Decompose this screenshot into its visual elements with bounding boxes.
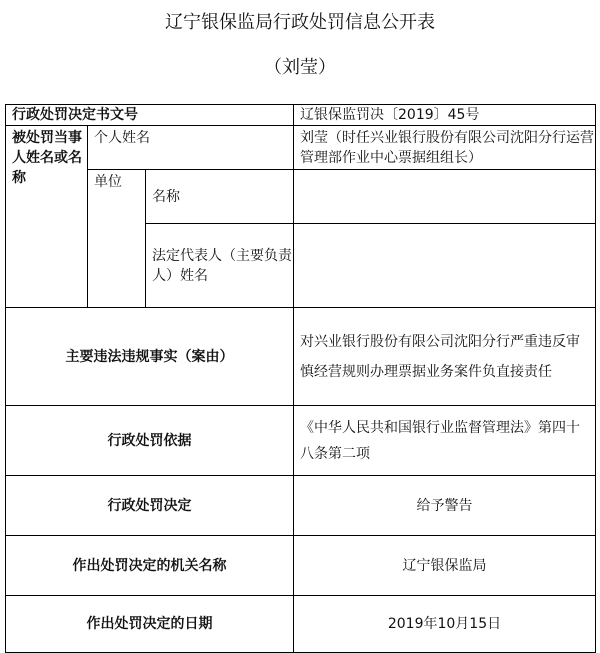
violation-value: 对兴业银行股份有限公司沈阳分行严重违反审慎经营规则办理票据业务案件负直接责任 [294,308,596,406]
legal-rep-value [294,224,596,308]
date-value: 2019年10月15日 [294,596,596,653]
party-label: 被处罚当事人姓名或名称 [6,126,88,308]
authority-value: 辽宁银保监局 [294,536,596,596]
penalty-info-table [5,104,596,653]
basis-label: 行政处罚依据 [6,406,294,476]
decision-value: 给予警告 [294,476,596,536]
unit-name-label: 名称 [146,170,294,224]
authority-label: 作出处罚决定的机关名称 [6,536,294,596]
individual-name-label: 个人姓名 [88,126,294,170]
individual-name-value: 刘莹（时任兴业银行股份有限公司沈阳分行运营管理部作业中心票据组组长） [294,126,596,170]
decision-label: 行政处罚决定 [6,476,294,536]
document-subtitle: （刘莹） [264,57,336,78]
document-title: 辽宁银保监局行政处罚信息公开表 [165,12,435,33]
legal-rep-label: 法定代表人（主要负责人）姓名 [146,224,294,308]
violation-label: 主要违法违规事实（案由） [6,308,294,406]
doc-number-value: 辽银保监罚决〔2019〕45号 [294,105,596,126]
unit-label: 单位 [88,170,146,308]
basis-value: 《中华人民共和国银行业监督管理法》第四十八条第二项 [294,406,596,476]
doc-number-label: 行政处罚决定书文号 [6,105,294,126]
unit-name-value [294,170,596,224]
date-label: 作出处罚决定的日期 [6,596,294,653]
